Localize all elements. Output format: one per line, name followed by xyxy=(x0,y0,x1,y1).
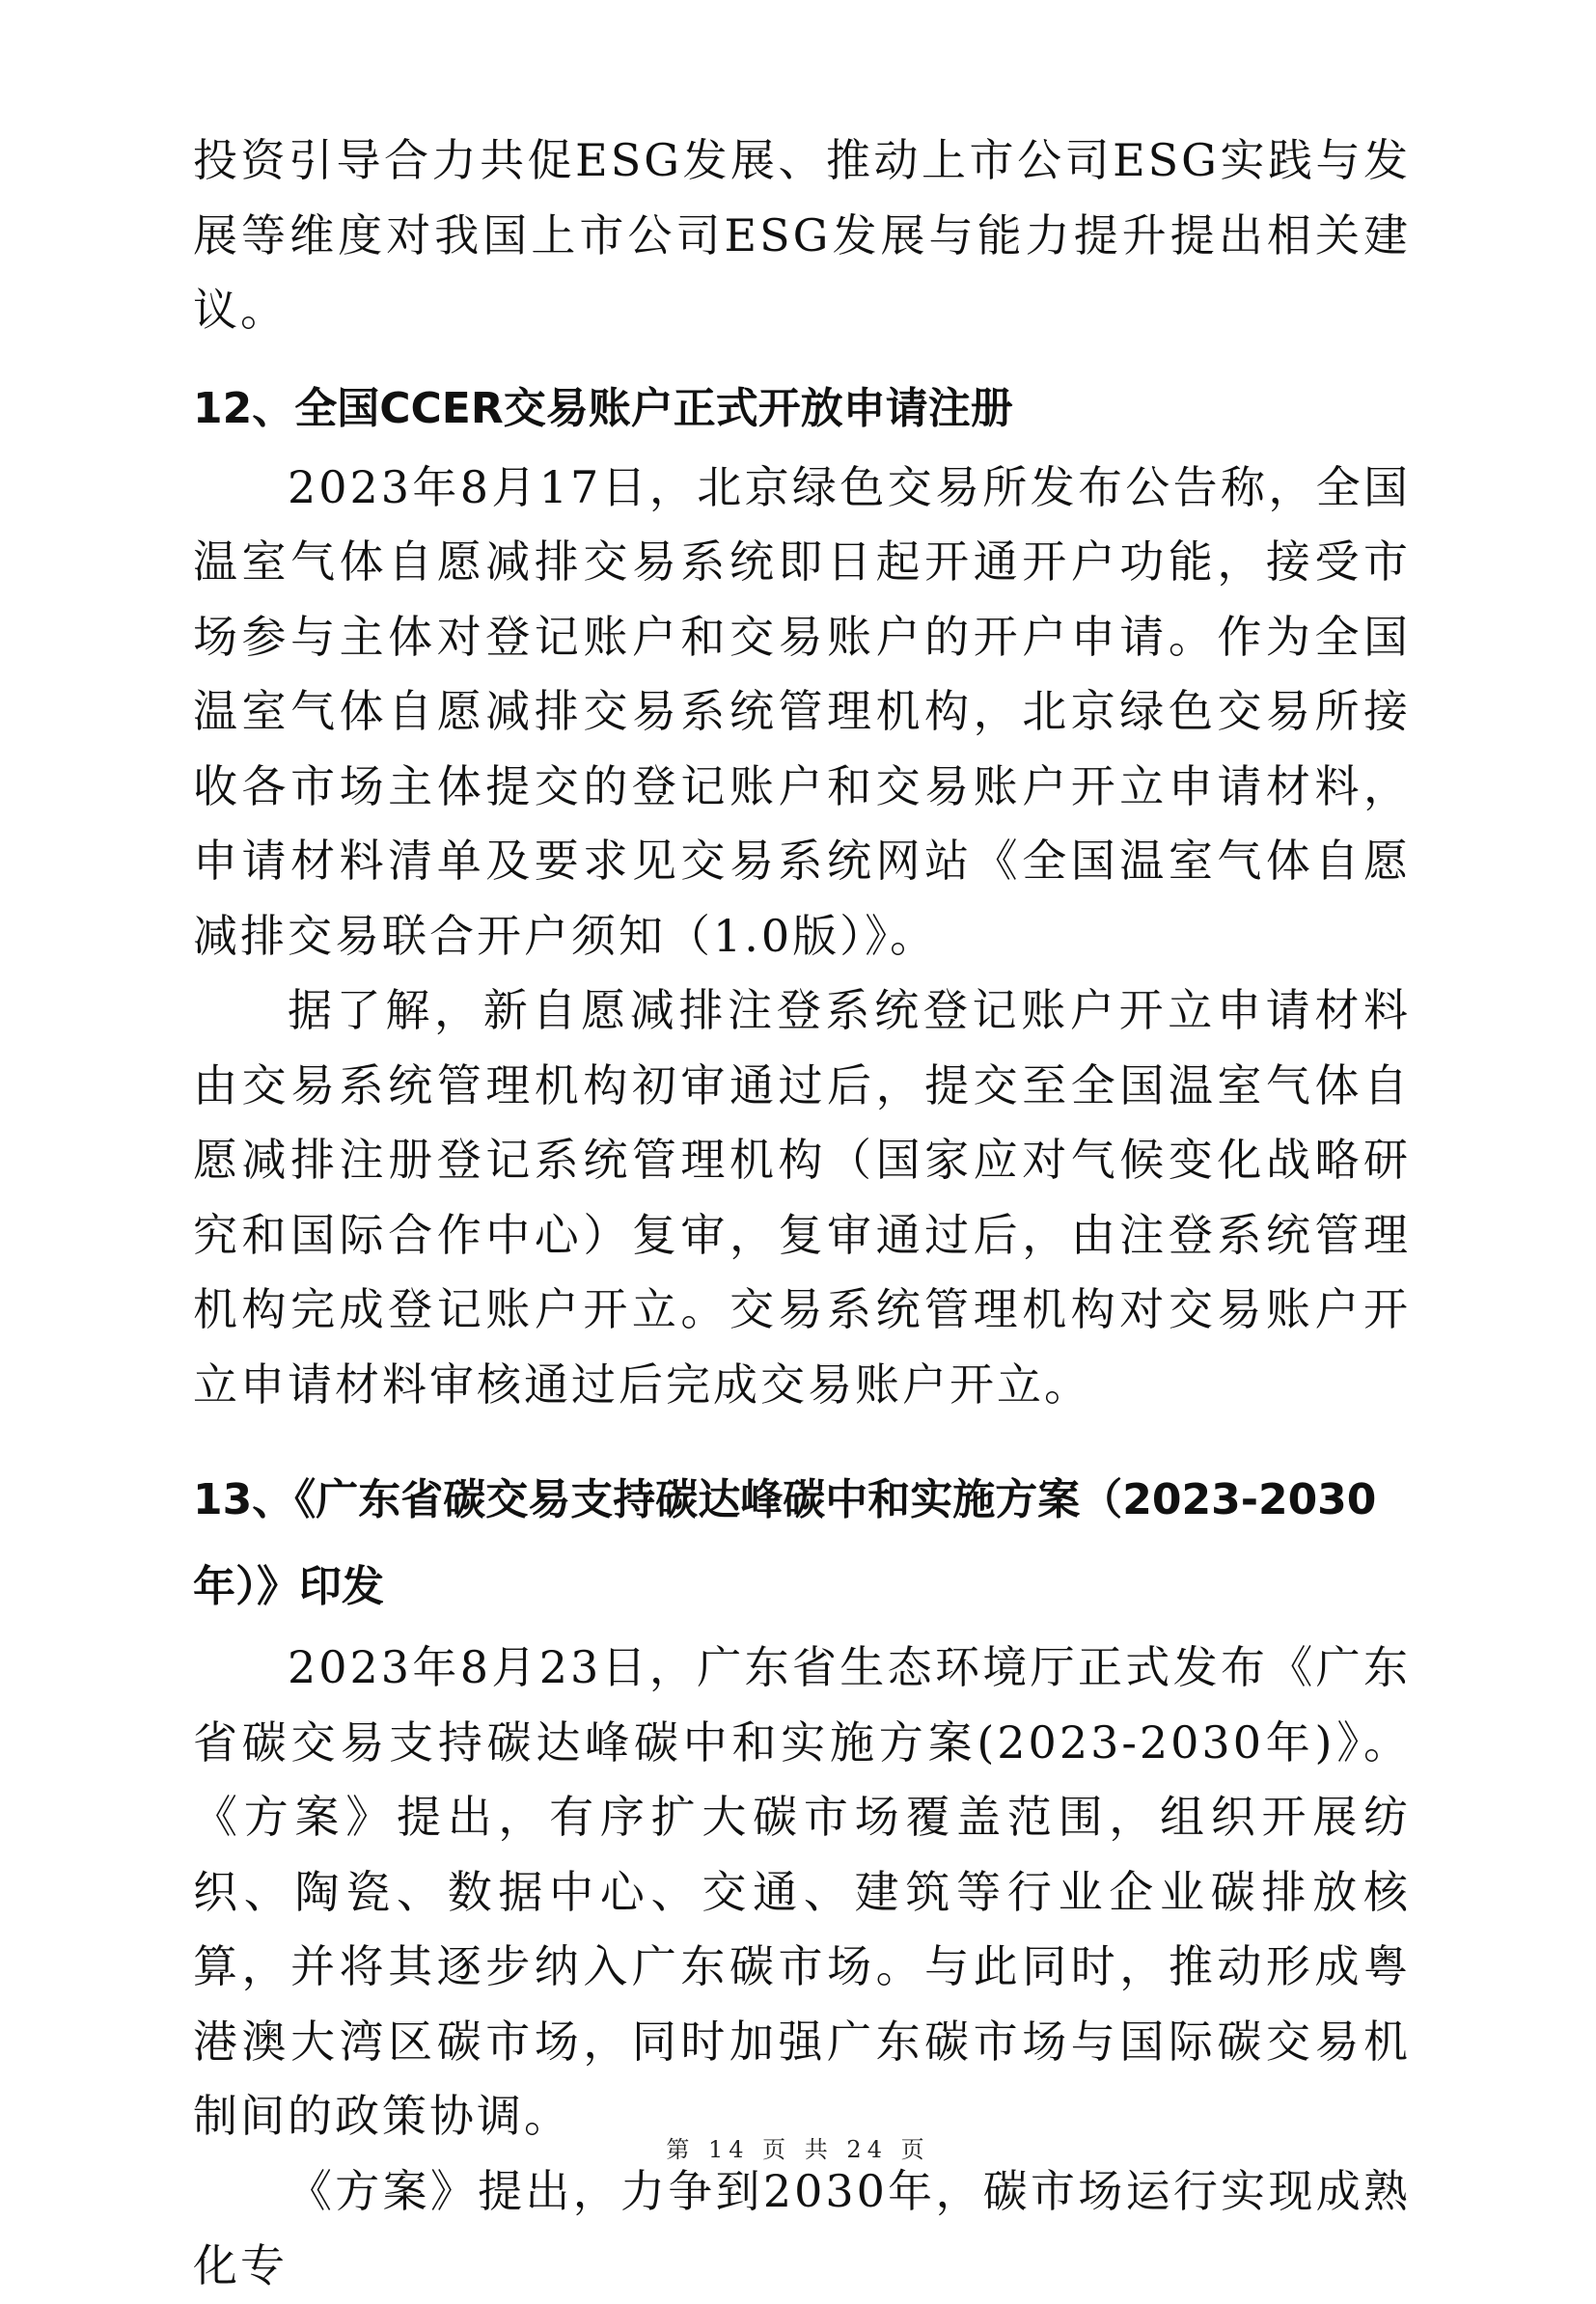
paragraph-intro-continuation: 投资引导合力共促ESG发展、推动上市公司ESG实践与发展等维度对我国上市公司ESG发展与能力提升提出相关建议。 xyxy=(193,134,1411,336)
paragraph-section-12-2: 据了解，新自愿减排注登系统登记账户开立申请材料由交易系统管理机构初审通过后，提交至全国温室气体自愿减排注册登记系统管理机构（国家应对气候变化战略研究和国际合作中心）复审，复审通过后，由注登系统管理机构完成登记账户开立。交易系统管理机构对交易账户开立申请材料审核通过后完成交易账户开立。 xyxy=(193,984,1411,1411)
section-heading-13: 13、《广东省碳交易支持碳达峰碳中和实施方案（2023-2030年）》印发 xyxy=(193,1475,1377,1611)
document-body xyxy=(193,123,1411,2304)
paragraph-section-13-2: 《方案》提出，力争到2030年，碳市场运行实现成熟化专 xyxy=(193,2164,1411,2291)
paragraph-section-13-1: 2023年8月23日，广东省生态环境厅正式发布《广东省碳交易支持碳达峰碳中和实施方案(2023-2030年)》。《方案》提出，有序扩大碳市场覆盖范围，组织开展纺织、陶瓷、数据中心、交通、建筑等行业企业碳排放核算，并将其逐步纳入广东碳市场。与此同时，推动形成粤港澳大湾区碳市场，同时加强广东碳市场与国际碳交易机制间的政策协调。 xyxy=(193,1641,1411,2142)
page-number-footer: 第 14 页 共 24 页 xyxy=(666,2136,930,2163)
section-heading-12: 12、全国CCER交易账户正式开放申请注册 xyxy=(193,383,1013,433)
paragraph-section-12-1: 2023年8月17日，北京绿色交易所发布公告称，全国温室气体自愿减排交易系统即日起开通开户功能，接受市场参与主体对登记账户和交易账户的开户申请。作为全国温室气体自愿减排交易系统管理机构，北京绿色交易所接收各市场主体提交的登记账户和交易账户开立申请材料，申请材料清单及要求见交易系统网站《全国温室气体自愿减排交易联合开户须知（1.0版）》。 xyxy=(193,460,1411,962)
